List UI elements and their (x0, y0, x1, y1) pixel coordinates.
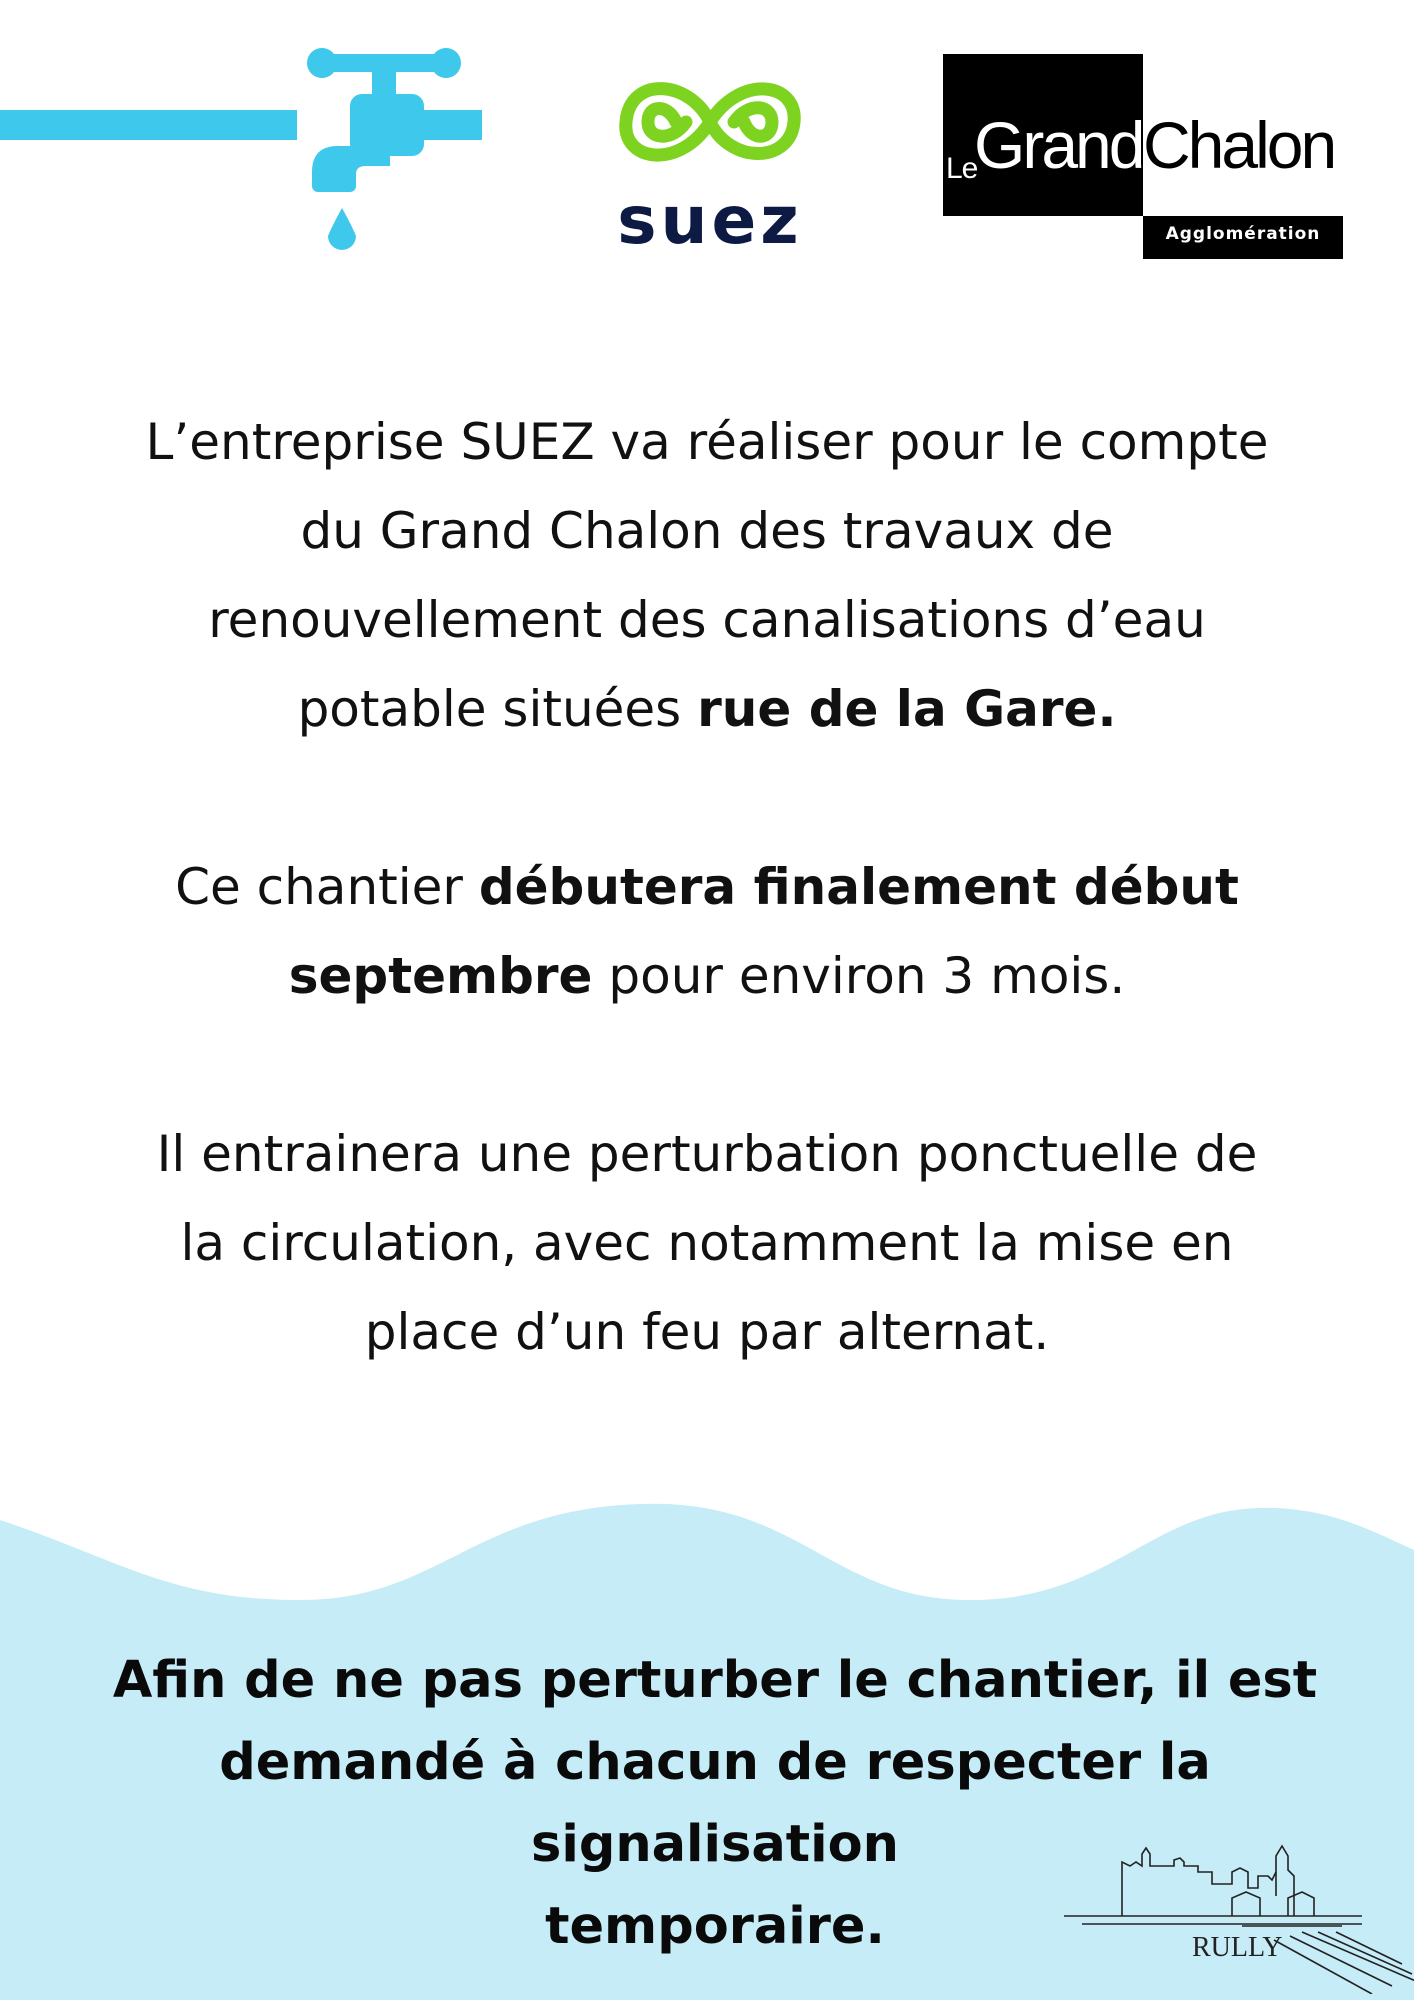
water-tap-icon (0, 48, 490, 263)
suez-logo (595, 60, 825, 260)
text-line: renouvellement des canalisations d’eau (208, 591, 1206, 649)
logo-chalon-text: Chalon (1143, 108, 1335, 182)
logo-grand-text: Grand (974, 108, 1143, 182)
paragraph-schedule (90, 843, 1324, 1021)
grand-chalon-logo (943, 54, 1343, 259)
text-line: la circulation, avec notamment la mise en (180, 1214, 1234, 1272)
footer-line: temporaire. (545, 1897, 885, 1956)
start-date-emphasis: débutera finalement début (478, 858, 1239, 916)
text-line: Il entrainera une perturbation ponctuelle de (156, 1125, 1258, 1183)
paragraph-traffic (90, 1110, 1324, 1377)
footer-line: demandé à chacun de respecter la signalisation (219, 1733, 1211, 1874)
logo-le-text: Le (946, 152, 978, 185)
text-line: L’entreprise SUEZ va réaliser pour le compte (145, 413, 1269, 471)
logo-agglomeration-text: Agglomération (1165, 224, 1321, 244)
text-line: potable situées (297, 680, 698, 738)
footer-line: Afin de ne pas perturber le chantier, il est (112, 1651, 1318, 1710)
text-line: Ce chantier (175, 858, 479, 916)
notice-body (90, 398, 1324, 1377)
text-line: du Grand Chalon des travaux de (300, 502, 1114, 560)
street-name: rue de la Gare. (697, 680, 1117, 738)
rully-village-sketch-icon (1062, 1836, 1414, 1994)
paragraph-works-description (90, 398, 1324, 754)
rully-label: RULLY (1192, 1932, 1283, 1963)
duration-text: pour environ 3 mois. (592, 947, 1126, 1005)
start-month-emphasis: septembre (288, 947, 593, 1005)
suez-wordmark: suez (617, 182, 803, 259)
text-line: place d’un feu par alternat. (364, 1303, 1050, 1361)
suez-swirl-icon (610, 60, 810, 185)
